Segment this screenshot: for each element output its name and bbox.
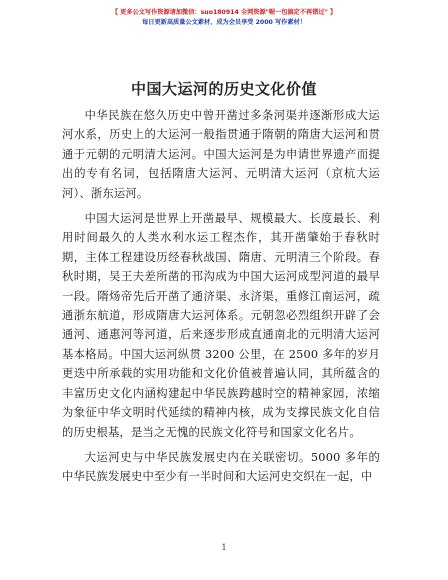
paragraph-2: 中国大运河是世界上开凿最早、规模最大、长度最长、利用时间最久的人类水利水运工程杰作，其开凿肇始于春秋时期，主体工程建设历经春秋战国、隋唐、元明清三个阶段。春秋时期，吴王夫差所凿的邗沟成为中国大运河成型河道的最早一段。隋炀帝先后开凿了通济渠、永济渠，重修江南运河，疏通浙东航道，形成隋唐大运河体系。元朝忽必烈组织开辟了会通河、通惠河等河道，后来逐步形成直通南北的元明清大运河基本格局。中国大运河纵贯 3200 公里，在 2500 多年的岁月更迭中所承载的实用功能和文化价值被普遍认同，其所蕴含的丰富历史文化内涵构建起中华民族跨越时空的精神家园，浓缩为象征中华文明时代延续的精神内核，成为支撑民族文化自信的历史根基，是当之无愧的民族文化符号和国家文化名片。 [62,212,380,439]
document-body [62,106,380,493]
page-number: 1 [221,543,227,552]
paragraph-1: 中华民族在悠久历史中曾开凿过多条河渠并逐渐形成大运河水系，历史上的大运河一般指贯通于隋朝的隋唐大运河和贯通于元朝的元明清大运河。中国大运河是为申请世界遗产而提出的专有名词，包括隋唐大运河、元明清大运河（京杭大运河）、浙东运河。 [62,109,380,200]
promo-banner [0,8,448,28]
promo-banner-line-1: 【 更多公文写作资源请加微信：suo180914 全网资源"喔一包搞定不再错过" 】 [111,9,337,16]
paragraph-3: 大运河史与中华民族发展史内在关联密切。5000 多年的中华民族发展史中至少有一半时间和大运河史交织在一起，中 [62,450,380,484]
document-title: 中国大运河的历史文化价值 [130,80,317,98]
promo-banner-line-2: 每日更新高质量公文素材，成为会员享受 2000 写作素材！ [142,19,306,26]
